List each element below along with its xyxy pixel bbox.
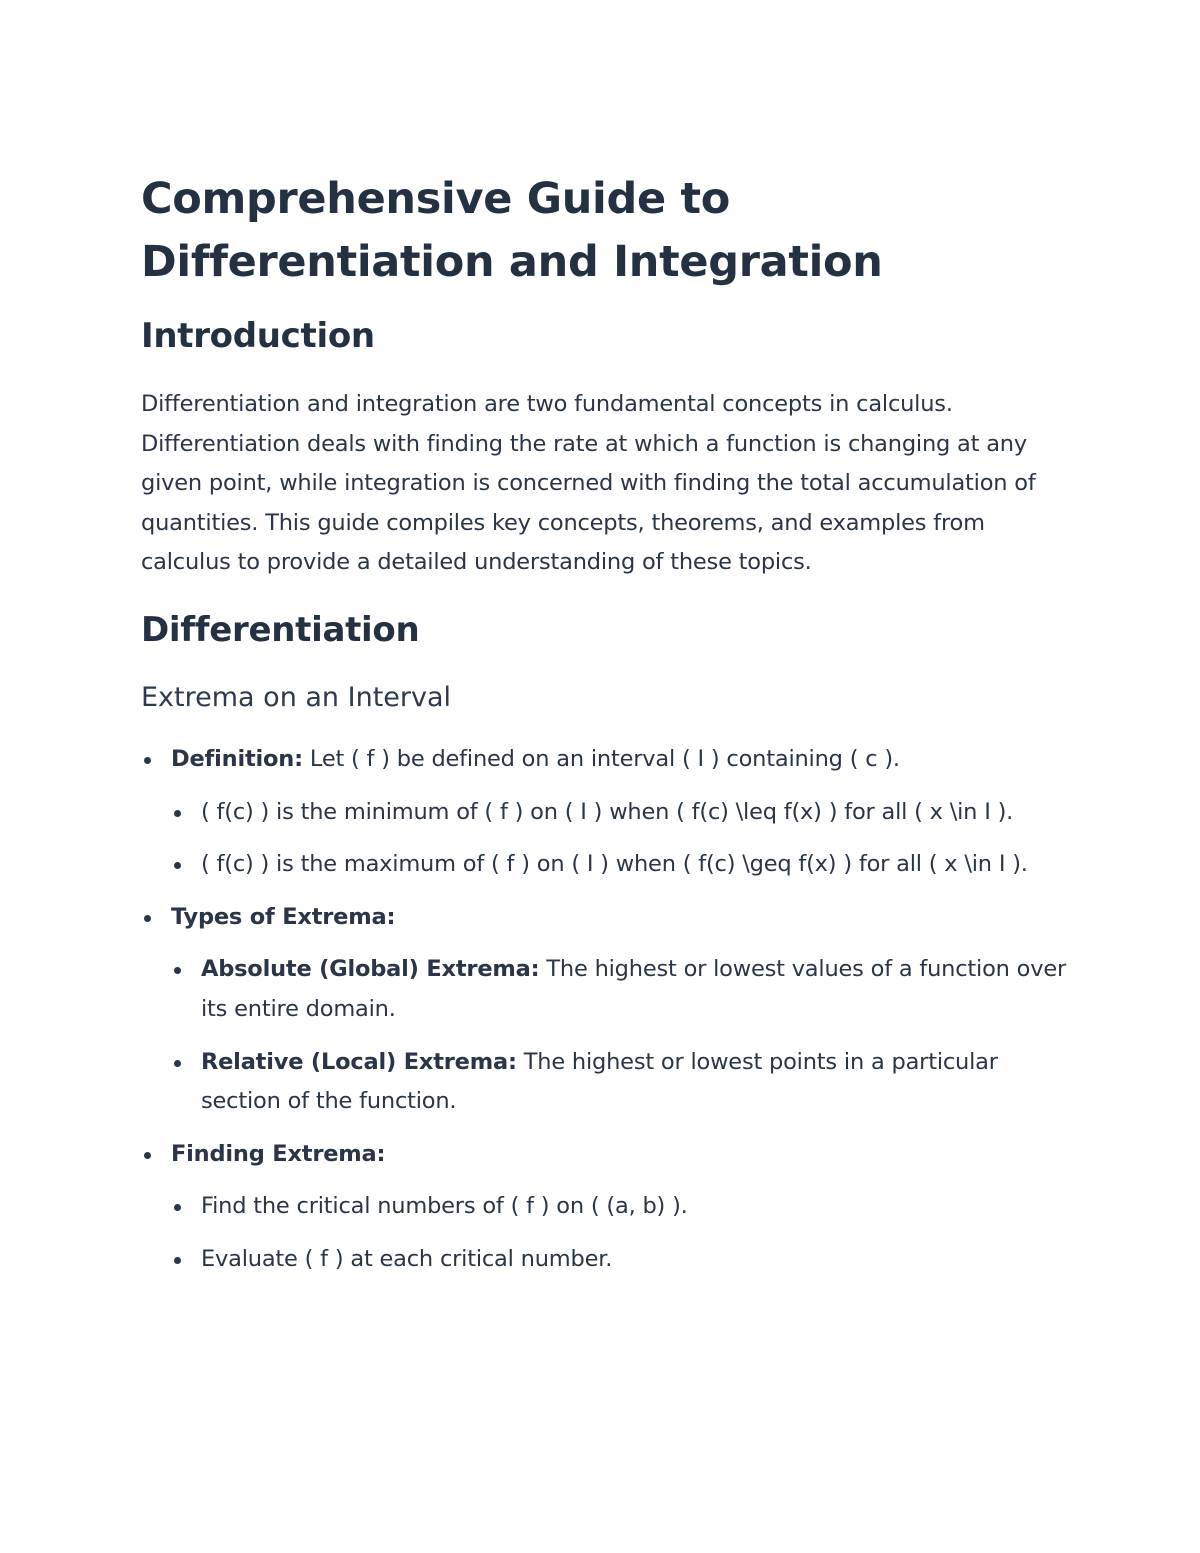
finding-extrema-item bbox=[141, 1135, 1071, 1175]
document-content bbox=[141, 168, 1071, 1280]
relative-extrema-label: Relative (Local) Extrema: bbox=[201, 1048, 517, 1075]
extrema-subheading: Extrema on an Interval bbox=[141, 681, 452, 713]
maximum-definition-item bbox=[141, 845, 1071, 885]
definition-item bbox=[141, 740, 1071, 780]
types-of-extrema-label: Types of Extrema: bbox=[171, 903, 396, 930]
finding-extrema-label: Finding Extrema: bbox=[171, 1140, 386, 1167]
bullet-icon bbox=[174, 862, 181, 869]
absolute-extrema-text: The highest or lowest values of a function over its entire domain. bbox=[201, 956, 1067, 1022]
introduction-paragraph: Differentiation and integration are two fundamental concepts in calculus. Differentiation deals with finding the rate at which a function is changing at any given point, while integration is concerned with finding the total accumulation of quantities. This guide compiles key concepts, theorems, and examples from calculus to provide a detailed understanding of these topics. bbox=[141, 391, 1036, 576]
bullet-icon bbox=[174, 810, 181, 817]
minimum-definition-item bbox=[141, 793, 1071, 833]
absolute-extrema-label: Absolute (Global) Extrema: bbox=[201, 956, 540, 983]
evaluate-critical-number-item bbox=[141, 1240, 1071, 1280]
find-critical-numbers-text: Find the critical numbers of ( f ) on ( (a, b) ). bbox=[201, 1193, 688, 1220]
differentiation-heading: Differentiation bbox=[141, 609, 420, 650]
extrema-bullet-list bbox=[141, 740, 1071, 1280]
bullet-icon bbox=[144, 757, 151, 764]
absolute-extrema-item bbox=[141, 950, 1071, 1029]
bullet-icon bbox=[144, 915, 151, 922]
definition-text: Let ( f ) be defined on an interval ( I ) containing ( c ). bbox=[302, 745, 900, 772]
bullet-icon bbox=[174, 967, 181, 974]
relative-extrema-text: The highest or lowest points in a particular section of the function. bbox=[201, 1048, 998, 1115]
types-of-extrema-item bbox=[141, 898, 1071, 938]
bullet-icon bbox=[144, 1152, 151, 1159]
definition-label: Definition: bbox=[171, 745, 303, 772]
bullet-icon bbox=[174, 1204, 181, 1211]
introduction-heading: Introduction bbox=[141, 316, 375, 356]
bullet-icon bbox=[174, 1257, 181, 1264]
find-critical-numbers-item bbox=[141, 1187, 1071, 1227]
bullet-icon bbox=[174, 1060, 181, 1067]
relative-extrema-item bbox=[141, 1043, 1071, 1122]
evaluate-critical-number-text: Evaluate ( f ) at each critical number. bbox=[201, 1245, 613, 1272]
maximum-definition-text: ( f(c) ) is the maximum of ( f ) on ( I ) when ( f(c) \geq f(x) ) for all ( x \in I ). bbox=[201, 851, 1028, 878]
document-title: Comprehensive Guide to Differentiation and Integration bbox=[141, 174, 883, 287]
minimum-definition-text: ( f(c) ) is the minimum of ( f ) on ( I ) when ( f(c) \leq f(x) ) for all ( x \in I ). bbox=[201, 798, 1014, 825]
